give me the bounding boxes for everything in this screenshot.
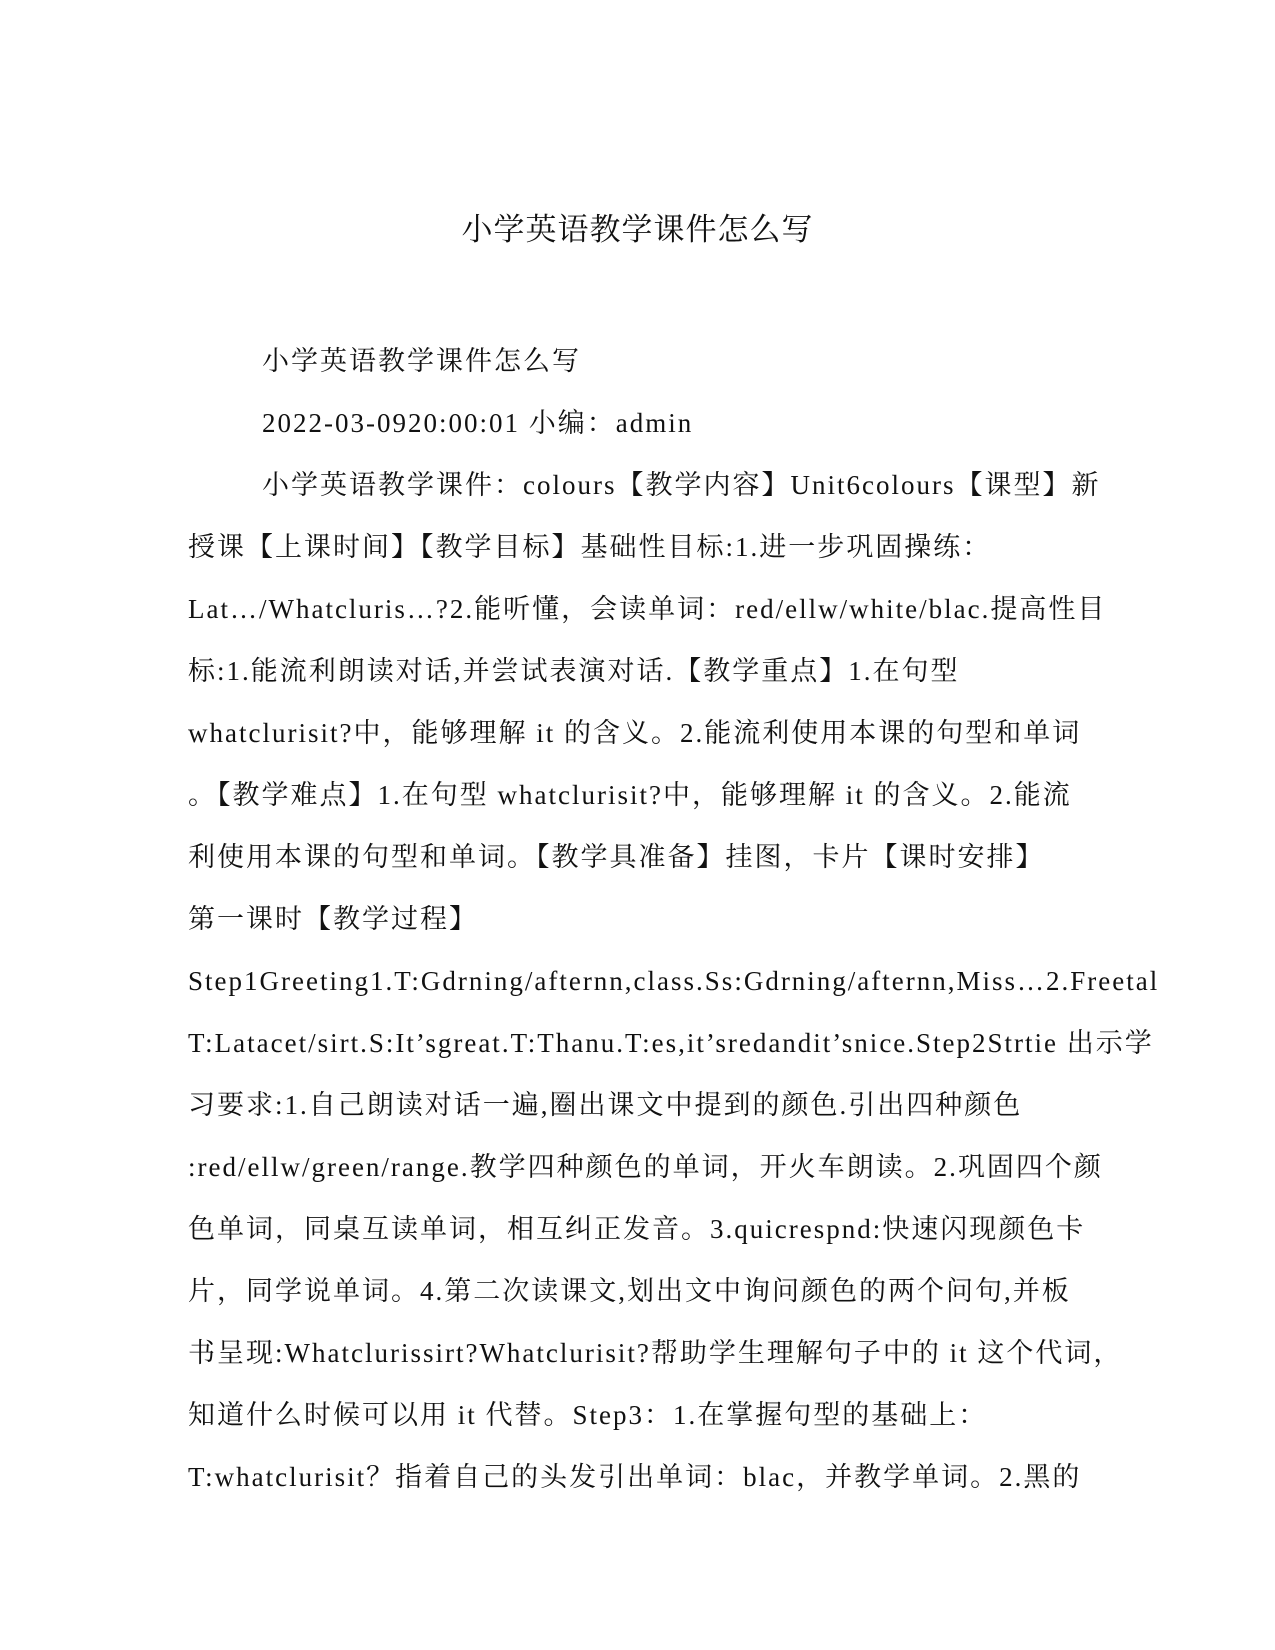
paragraph-line: 色单词，同桌互读单词，相互纠正发音。3.quicrespnd:快速闪现颜色卡 xyxy=(188,1214,1086,1244)
subtitle-line: 小学英语教学课件怎么写 xyxy=(262,346,581,376)
document-title: 小学英语教学课件怎么写 xyxy=(461,212,814,248)
paragraph-line: T:Latacet/sirt.S:It’sgreat.T:Thanu.T:es,it’sredandit’snice.Step2Strtie 出示学 xyxy=(188,1028,1154,1058)
document-paragraph xyxy=(188,454,1101,516)
paragraph-line: Step1Greeting1.T:Gdrning/afternn,class.Ss:Gdrning/afternn,Miss…2.Freetal xyxy=(188,966,1160,996)
document-meta xyxy=(188,392,1088,454)
paragraph-line: 小学英语教学课件：colours【教学内容】Unit6colours【课型】新 xyxy=(262,470,1101,500)
paragraph-line: 。【教学难点】1.在句型 whatclurisit?中，能够理解 it 的含义。2.能流 xyxy=(188,780,1072,810)
paragraph-line: 书呈现:Whatclurissirt?Whatclurisit?帮助学生理解句子中的 it 这个代词， xyxy=(188,1338,1123,1368)
meta-line: 2022-03-0920:00:01 小编：admin xyxy=(262,408,694,438)
paragraph-line: whatclurisit?中，能够理解 it 的含义。2.能流利使用本课的句型和单词 xyxy=(188,718,1082,748)
document-paragraph-continued xyxy=(188,516,1160,1508)
paragraph-line: T:whatclurisit？指着自己的头发引出单词：blac，并教学单词。2.黑的 xyxy=(188,1462,1082,1492)
paragraph-line: 第一课时【教学过程】 xyxy=(188,904,478,934)
paragraph-line: 片，同学说单词。4.第二次读课文,划出文中询问颜色的两个问句,并板 xyxy=(188,1276,1071,1306)
paragraph-line: 利使用本课的句型和单词。【教学具准备】挂图，卡片【课时安排】 xyxy=(188,842,1045,872)
paragraph-line: 标:1.能流利朗读对话,并尝试表演对话.【教学重点】1.在句型 xyxy=(188,656,960,686)
document-body xyxy=(188,330,1160,1508)
paragraph-line: Lat…/Whatcluris…?2.能听懂，会读单词：red/ellw/white/blac.提高性目 xyxy=(188,594,1107,624)
document-subtitle xyxy=(188,330,1088,392)
paragraph-line: :red/ellw/green/range.教学四种颜色的单词，开火车朗读。2.巩固四个颜 xyxy=(188,1152,1103,1182)
paragraph-line: 授课【上课时间】【教学目标】基础性目标:1.进一步巩固操练： xyxy=(188,532,992,562)
paragraph-line: 习要求:1.自己朗读对话一遍,圈出课文中提到的颜色.引出四种颜色 xyxy=(188,1090,1023,1120)
paragraph-line: 知道什么时候可以用 it 代替。Step3：1.在掌握句型的基础上： xyxy=(188,1400,988,1430)
